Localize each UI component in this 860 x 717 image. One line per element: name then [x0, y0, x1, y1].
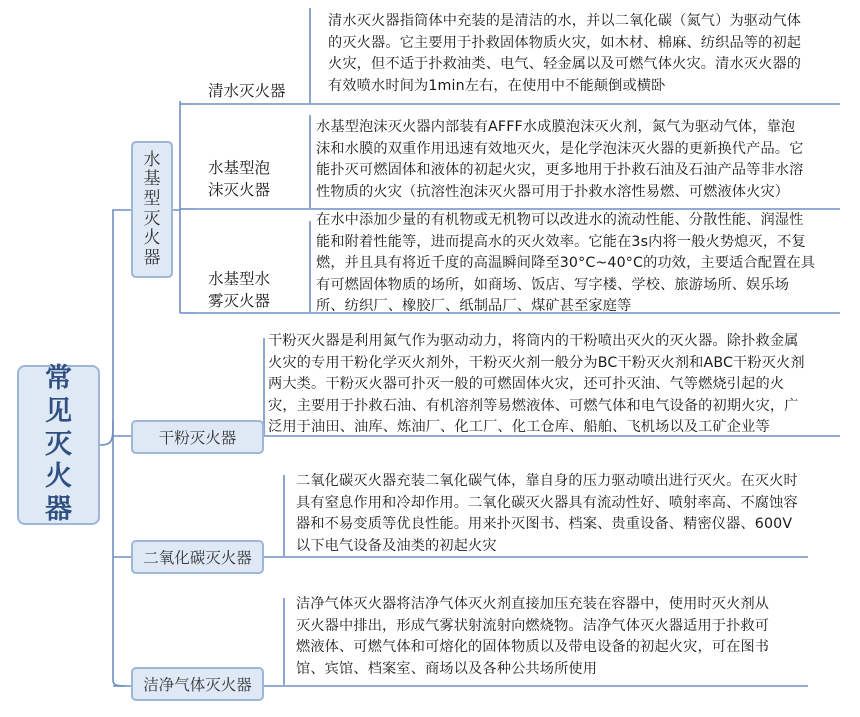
root-char: 灭	[45, 428, 72, 460]
desc-line: 有可燃固体物质的场所，如商场、饭店、写字楼、学校、旅游场所、娱乐场	[316, 276, 790, 293]
desc-line: 火灾的专用干粉化学灭火剂外，干粉灭火剂一般分为BC干粉灭火剂和ABC干粉灭火剂	[268, 354, 805, 371]
co2-desc	[296, 471, 798, 557]
water-item-foam-label	[208, 157, 270, 202]
desc-line: 能和附着性能等，进而提高水的灭火效率。它能在3s内将一般火势熄灭，不复	[316, 233, 806, 250]
node-label: 干粉灭火器	[158, 429, 237, 447]
desc-line: 干粉灭火器是利用氮气作为驱动动力，将筒内的干粉喷出灭火的灭火器。除扑救金属	[268, 333, 799, 349]
group-char: 基	[143, 169, 161, 190]
desc-line: 二氧化碳灭火器充装二氧化碳气体，靠自身的压力驱动喷出进行灭火。在灭火时	[296, 473, 798, 489]
desc-line: 灾，主要用于扑救石油、有机溶剂等易燃液体、可燃气体和电气设备的初期火灾，广	[268, 397, 799, 414]
desc-line: 能扑灭可燃固体和液体的初起火灾，更多地用于扑救石油及石油产品等非水溶	[316, 162, 804, 179]
root-char: 常	[45, 362, 72, 394]
root-trunk-lower	[113, 420, 125, 686]
desc-line: 泛用于油田、油库、炼油厂、化工厂、化工仓库、船舶、飞机场以及工矿企业等	[268, 419, 770, 436]
dry-powder-desc	[268, 331, 805, 439]
desc-line: 水基型泡沫灭火器内部装有AFFF水成膜泡沫灭火剂，氮气为驱动气体，靠泡	[316, 119, 796, 135]
root-trunk	[100, 210, 131, 445]
root-node-common-extinguishers	[17, 362, 100, 526]
group-char: 火	[143, 228, 161, 249]
desc-line: 的灭火器。它主要用于扑救固体物质火灾，如木材、棉麻、纺织品等的初起	[328, 34, 802, 51]
label-line: 清水灭火器	[208, 82, 286, 100]
desc-line: 器和不易变质等优良性能。用来扑灭图书、档案、贵重设备、精密仪器、600V	[296, 516, 793, 533]
label-line: 雾灭火器	[208, 292, 271, 311]
group-char: 灭	[143, 208, 161, 229]
desc-line: 有效喷水时间为1min左右，在使用中不能颠倒或横卧	[328, 77, 666, 94]
node-label: 洁净气体灭火器	[143, 676, 252, 694]
desc-line: 具有窒息作用和冷却作用。二氧化碳灭火器具有流动性好、喷射率高、不腐蚀容	[296, 494, 798, 511]
co2-node	[131, 540, 264, 574]
label-line: 水基型泡	[208, 159, 271, 177]
water-item-clear-water-desc	[328, 11, 801, 97]
desc-line: 洁净气体灭火器将洁净气体灭火剂直接加压充装在容器中，使用时灭火剂从	[296, 596, 770, 612]
group-char: 型	[143, 188, 161, 209]
desc-line: 燃，并且具有将近千度的高温瞬间降至30°C~40°C的功效，主要适合配置在具	[316, 255, 816, 272]
root-char: 火	[45, 461, 72, 493]
desc-line: 灭火器中排出，形成气雾状射流射向燃烧物。洁净气体灭火器适用于扑救可	[296, 617, 770, 634]
water-based-group-node	[131, 141, 173, 278]
water-trunk	[173, 101, 180, 313]
desc-line: 性物质的火灾（抗溶性泡沫灭火器可用于扑救水溶性易燃、可燃液体火灾）	[316, 183, 790, 200]
water-item-mist-desc	[316, 210, 815, 318]
group-char: 器	[143, 247, 161, 268]
desc-line: 燃液体、可燃气体和可熔化的固体物质以及带电设备的初起火灾，可在图书	[296, 639, 770, 656]
label-line: 沫灭火器	[208, 181, 271, 200]
water-item-foam-desc	[316, 117, 803, 203]
desc-line: 所、纺织厂、橡胶厂、纸制品厂、煤矿甚至家庭等	[316, 298, 632, 315]
desc-line: 沫和水膜的双重作用迅速有效地灭火，是化学泡沫灭火器的更新换代产品。它	[316, 140, 804, 157]
root-char: 器	[45, 494, 72, 526]
group-char: 水	[143, 149, 161, 170]
water-item-mist-label	[208, 268, 270, 313]
desc-line: 以下电气设备及油类的初起火灾	[296, 537, 497, 554]
label-line: 水基型水	[208, 270, 271, 288]
desc-line: 清水灭火器指筒体中充装的是清洁的水，并以二氧化碳（氮气）为驱动气体	[328, 13, 802, 29]
desc-line: 火灾，但不适于扑救油类、电气、轻金属以及可燃气体火灾。清水灭火器的	[328, 56, 802, 73]
node-label: 二氧化碳灭火器	[143, 549, 252, 567]
dry-powder-node	[131, 420, 264, 454]
desc-line: 两大类。干粉灭火器可扑灭一般的可燃固体火灾，还可扑灭油、气等燃烧引起的火	[268, 376, 785, 393]
root-char: 见	[45, 395, 72, 427]
water-item-clear-water-label	[208, 80, 286, 102]
desc-line: 在水中添加少量的有机物或无机物可以改进水的流动性能、分散性能、润湿性	[316, 212, 804, 228]
clean-agent-node	[131, 667, 264, 701]
desc-line: 馆、宾馆、档案室、商场以及各种公共场所使用	[296, 660, 598, 677]
clean-agent-desc	[296, 594, 769, 680]
